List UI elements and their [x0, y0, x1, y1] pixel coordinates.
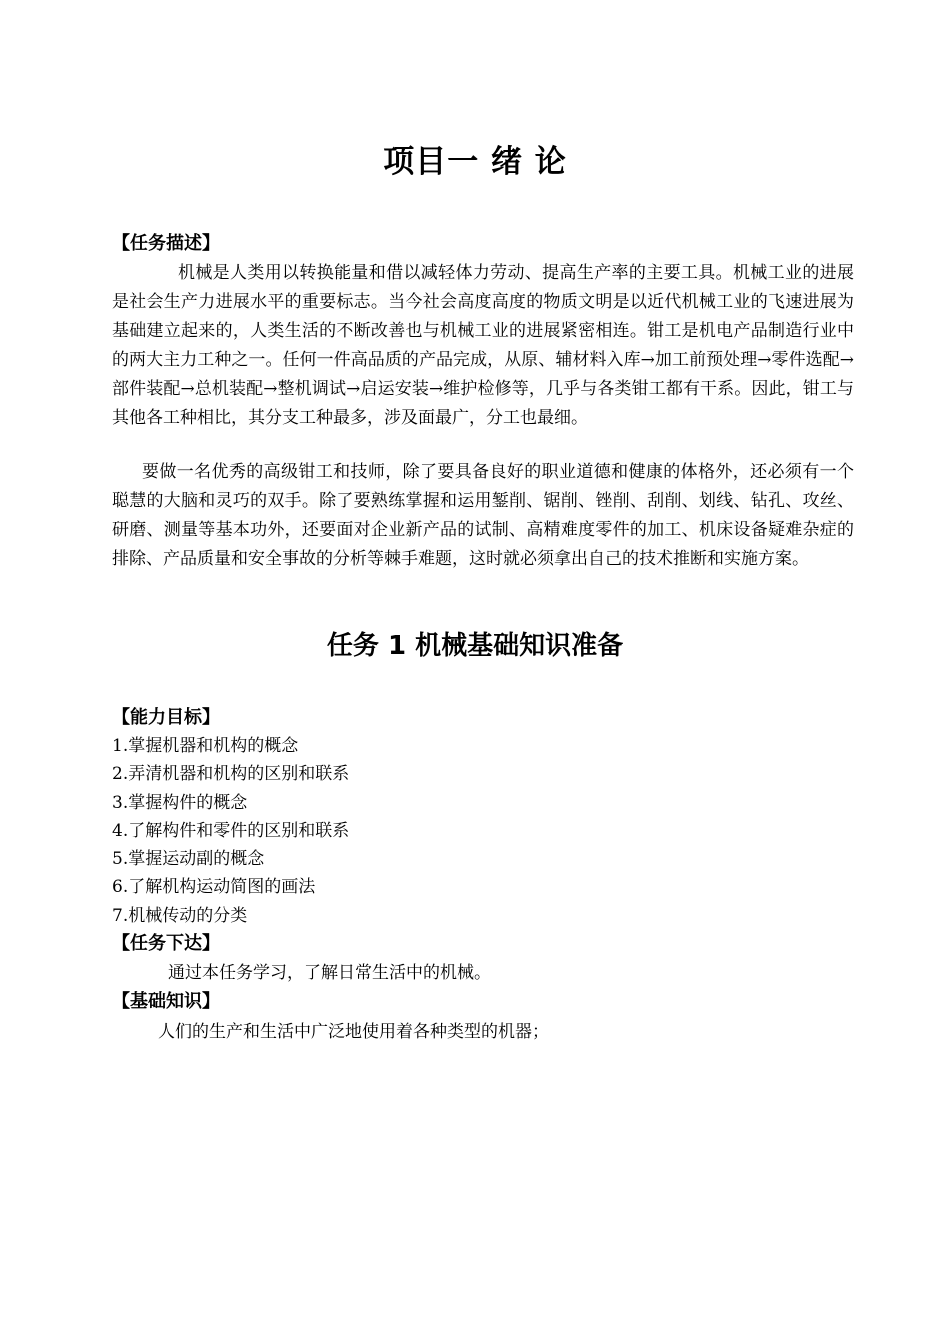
task-description-paragraph-2: 要做一名优秀的高级钳工和技师，除了要具备良好的职业道德和健康的体格外，还必须有一个聪慧的大脑和灵巧的双手。除了要熟练掌握和运用錾削、锯削、锉削、刮削、划线、钻孔、攻丝、研磨、测量等基本功外，还要面对企业新产品的试制、高精难度零件的加工、机床设备疑难杂症的排除、产品质量和安全事故的分析等棘手难题，这时就必须拿出自己的技术推断和实施方案。 — [112, 462, 854, 569]
list-item: 1.掌握机器和机构的概念 — [112, 736, 299, 756]
ability-goals-list — [112, 732, 349, 930]
basic-knowledge-header: 【基础知识】 — [112, 991, 220, 1012]
task-description-header: 【任务描述】 — [112, 233, 220, 254]
list-item: 7.机械传动的分类 — [112, 905, 248, 926]
list-item: 5.掌握运动副的概念 — [112, 849, 265, 870]
chapter-title: 项目一 绪 论 — [383, 144, 567, 180]
ability-goals-header: 【能力目标】 — [112, 707, 220, 728]
task-assignment-header: 【任务下达】 — [112, 933, 220, 954]
list-item: 4.了解构件和零件的区别和联系 — [112, 820, 350, 841]
task-assignment-text: 通过本任务学习，了解日常生活中的机械。 — [168, 963, 491, 983]
list-item: 3.掌握构件的概念 — [112, 792, 248, 813]
task-description-paragraph-1: 机械是人类用以转换能量和借以减轻体力劳动、提高生产率的主要工具。机械工业的进展是社会生产力进展水平的重要标志。当今社会高度高度的物质文明是以近代机械工业的飞速进展为基础建立起来的，人类生活的不断改善也与机械工业的进展紧密相连。钳工是机电产品制造行业中的两大主力工种之一。任何一件高品质的产品完成，从原、辅材料入库→加工前预处理→零件选配→部件装配→总机装配→整机调试→启运安装→维护检修等，几乎与各类钳工都有干系。因此，钳工与其他各工种相比，其分支工种最多，涉及面最广，分工也最细。 — [112, 263, 854, 428]
basic-knowledge-text: 人们的生产和生活中广泛地使用着各种类型的机器； — [158, 1022, 549, 1042]
list-item: 6.了解机构运动简图的画法 — [112, 877, 316, 898]
list-item: 2.弄清机器和机构的区别和联系 — [112, 764, 350, 785]
task1-title: 任务 1 机械基础知识准备 — [326, 631, 624, 661]
